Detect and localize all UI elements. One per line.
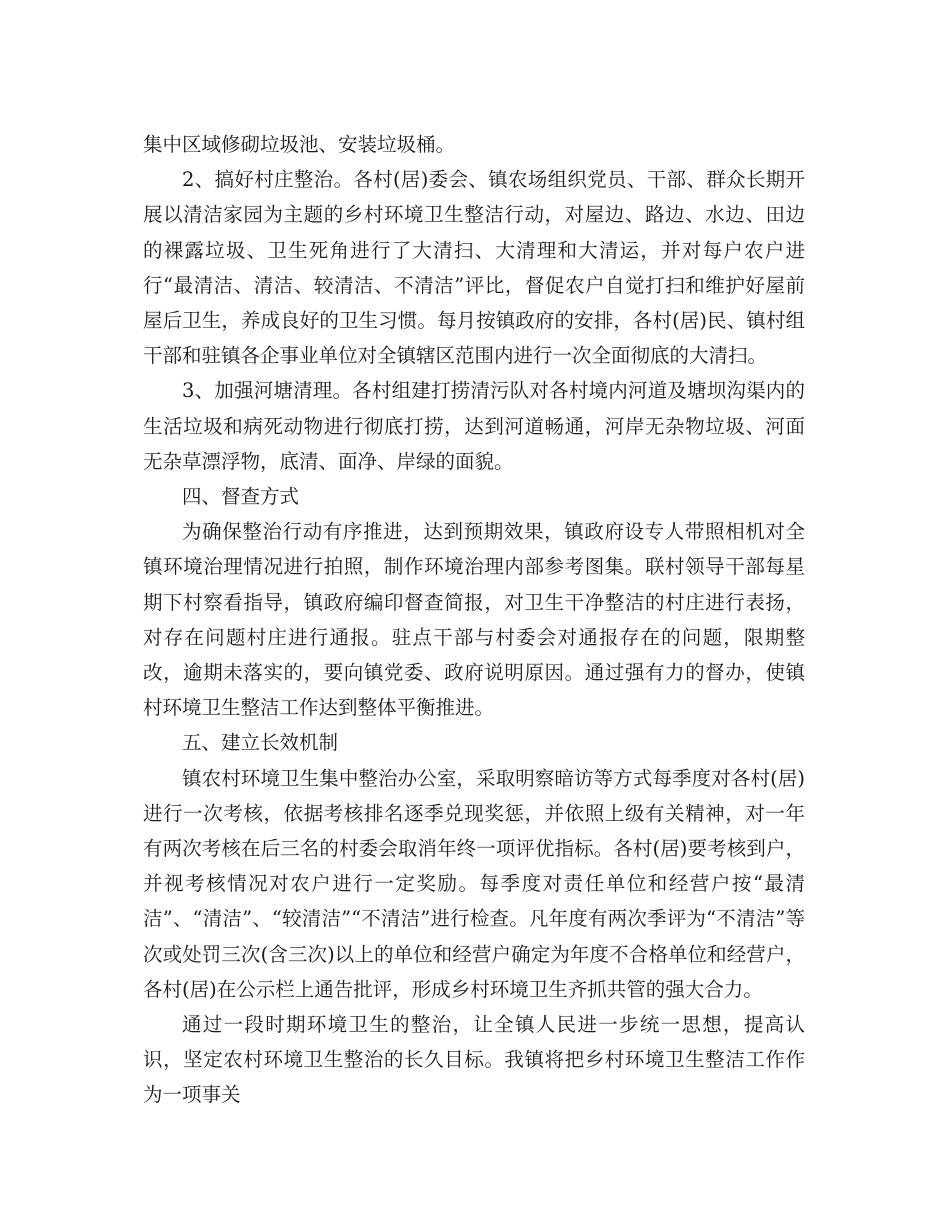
section-heading-long-term-mechanism: 五、建立长效机制: [182, 731, 339, 755]
paragraph-village-renovation: 2、搞好村庄整治。各村(居)委会、镇农场组织党员、干部、群众长期开展以清洁家园为主题的乡村环境卫生整洁行动，对屋边、路边、水边、田边的裸露垃圾、卫生死角进行了大清扫、大清理和大清运，并对每户农户进行“最清洁、清洁、较清洁、不清洁”评比，督促农户自觉打扫和维护好屋前屋后卫生，养成良好的卫生习惯。每月按镇政府的安排，各村(居)民、镇村组干部和驻镇各企事业单位对全镇辖区范围内进行一次全面彻底的大清扫。: [143, 168, 805, 368]
paragraph-supervision: 为确保整治行动有序推进，达到预期效果，镇政府设专人带照相机对全镇环境治理情况进行拍照，制作环境治理内部参考图集。联村领导干部每星期下村察看指导，镇政府编印督查简报，对卫生干净整洁的村庄进行表扬，对存在问题村庄进行通报。驻点干部与村委会对通报存在的问题，限期整改，逾期未落实的，要向镇党委、政府说明原因。通过强有力的督办，使镇村环境卫生整洁工作达到整体平衡推进。: [143, 520, 805, 720]
document-body: [143, 127, 805, 1113]
paragraph-river-cleaning: 3、加强河塘清理。各村组建打捞清污队对各村境内河道及塘坝沟渠内的生活垃圾和病死动物进行彻底打捞，达到河道畅通，河岸无杂物垃圾、河面无杂草漂浮物，底清、面净、岸绿的面貌。: [143, 379, 805, 473]
paragraph-conclusion: 通过一段时期环境卫生的整治，让全镇人民进一步统一思想，提高认识，坚定农村环境卫生整治的长久目标。我镇将把乡村环境卫生整洁工作作为一项事关: [143, 1013, 805, 1107]
paragraph-continuation: 集中区域修砌垃圾池、安装垃圾桶。: [143, 133, 456, 156]
section-heading-supervision: 四、督查方式: [182, 485, 300, 509]
paragraph-long-term-mechanism: 镇农村环境卫生集中整治办公室，采取明察暗访等方式每季度对各村(居)进行一次考核，依据考核排名逐季兑现奖惩，并依照上级有关精神，对一年有两次考核在后三名的村委会取消年终一项评优指标。各村(居)要考核到户，并视考核情况对农户进行一定奖励。每季度对责任单位和经营户按“最清洁”、“清洁”、“较清洁”“不清洁”进行检查。凡年度有两次季评为“不清洁”等次或处罚三次(含三次)以上的单位和经营户确定为年度不合格单位和经营户，各村(居)在公示栏上通告批评，形成乡村环境卫生齐抓共管的强大合力。: [143, 766, 805, 1001]
